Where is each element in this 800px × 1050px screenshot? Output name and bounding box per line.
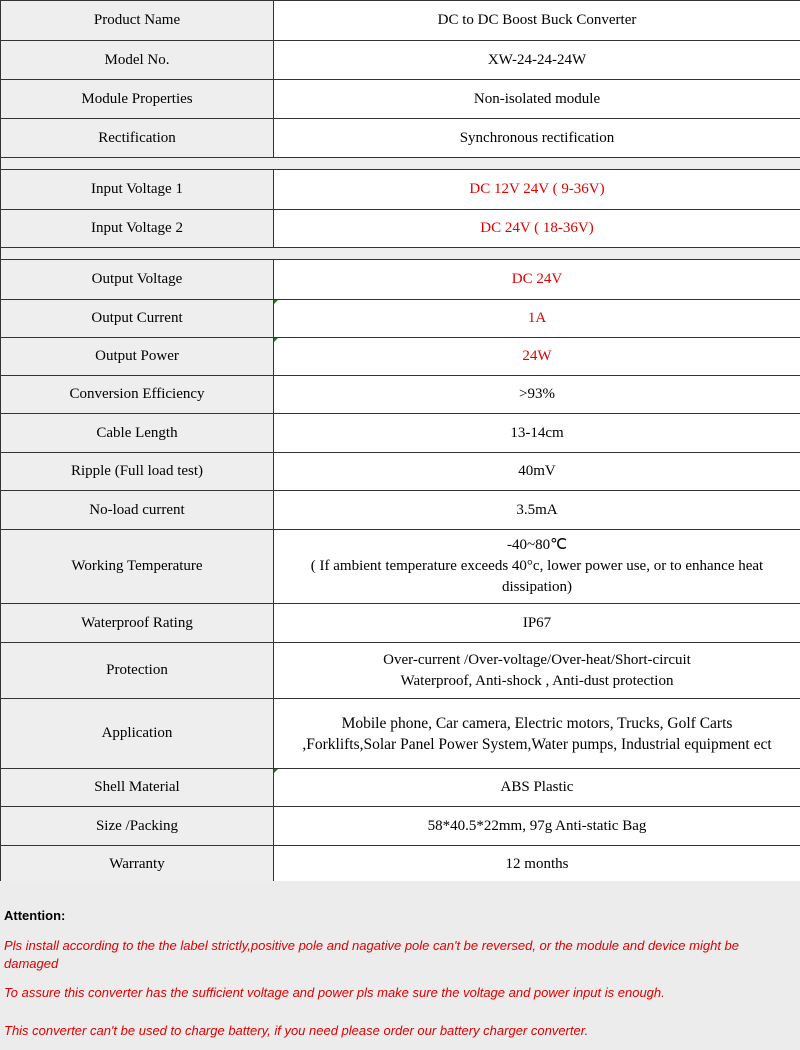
spec-value <box>274 300 800 338</box>
table-row <box>1 80 800 119</box>
table-row <box>1 643 800 699</box>
spec-label: Working Temperature <box>1 530 274 604</box>
spec-label: Output Current <box>1 300 274 338</box>
spec-value: >93% <box>274 376 800 414</box>
table-row <box>1 338 800 376</box>
attention-title: Attention: <box>4 908 66 923</box>
spec-label: Cable Length <box>1 414 274 453</box>
table-row <box>1 807 800 846</box>
spec-label: Ripple (Full load test) <box>1 453 274 491</box>
spec-label: Warranty <box>1 846 274 884</box>
cell-marker <box>274 769 278 773</box>
spec-value: 40mV <box>274 453 800 491</box>
spec-label: No-load current <box>1 491 274 530</box>
spec-label: Output Power <box>1 338 274 376</box>
spec-value: Synchronous rectification <box>274 119 800 158</box>
spec-value-line: ,Forklifts,Solar Panel Power System,Water pumps, Industrial equipment ect <box>302 735 772 753</box>
spec-label: Product Name <box>1 1 274 41</box>
table-row <box>1 119 800 158</box>
spec-value: DC 24V <box>274 260 800 300</box>
attention-note: To assure this converter has the sufficient voltage and power pls make sure the voltage and power input is enough. <box>4 985 665 1000</box>
spec-label: Waterproof Rating <box>1 604 274 643</box>
spec-value-line: ( If ambient temperature exceeds 40°c, lower power use, or to enhance heat dissipation) <box>310 558 764 595</box>
table-row <box>1 769 800 807</box>
spec-label: Output Voltage <box>1 260 274 300</box>
spec-value <box>274 530 800 604</box>
table-row <box>1 491 800 530</box>
cell-marker <box>274 338 278 342</box>
spec-value: DC 24V ( 18-36V) <box>274 210 800 248</box>
table-row <box>1 300 800 338</box>
cell-marker <box>274 300 278 304</box>
spec-value: 3.5mA <box>274 491 800 530</box>
table-row <box>1 604 800 643</box>
spec-value-line: Waterproof, Anti-shock , Anti-dust protection <box>400 672 674 689</box>
table-row <box>1 846 800 884</box>
spec-value-text: 1A <box>527 310 547 326</box>
table-row <box>1 453 800 491</box>
spec-value: XW-24-24-24W <box>274 41 800 80</box>
spec-value: Non-isolated module <box>274 80 800 119</box>
spec-label: Shell Material <box>1 769 274 807</box>
spec-label: Application <box>1 699 274 769</box>
spec-value <box>274 643 800 699</box>
table-row <box>1 41 800 80</box>
spec-value <box>274 338 800 376</box>
spec-value: DC to DC Boost Buck Converter <box>274 1 800 41</box>
table-row <box>1 414 800 453</box>
section-separator <box>1 248 800 260</box>
spec-value: DC 12V 24V ( 9-36V) <box>274 170 800 210</box>
spec-value-line: Over-current /Over-voltage/Over-heat/Short-circuit <box>383 651 691 668</box>
section-separator <box>1 158 800 170</box>
spec-label: Module Properties <box>1 80 274 119</box>
spec-label: Protection <box>1 643 274 699</box>
spec-value-line: Mobile phone, Car camera, Electric motors, Trucks, Golf Carts <box>341 714 733 732</box>
spec-value-text: 24W <box>522 348 552 364</box>
attention-panel <box>0 881 800 1050</box>
table-row <box>1 376 800 414</box>
spec-label: Size /Packing <box>1 807 274 846</box>
spec-value <box>274 769 800 807</box>
table-row <box>1 170 800 210</box>
spec-value: IP67 <box>274 604 800 643</box>
spec-label: Input Voltage 2 <box>1 210 274 248</box>
table-row <box>1 530 800 604</box>
spec-label: Input Voltage 1 <box>1 170 274 210</box>
attention-note: Pls install according to the the label strictly,positive pole and nagative pole can't be reversed, or the module and device might be damaged <box>4 938 740 971</box>
table-row <box>1 260 800 300</box>
table-row <box>1 699 800 769</box>
table-row <box>1 210 800 248</box>
spec-value: 13-14cm <box>274 414 800 453</box>
spec-value: 12 months <box>274 846 800 884</box>
spec-value-text: ABS Plastic <box>500 779 574 795</box>
attention-note: This converter can't be used to charge battery, if you need please order our battery charger converter. <box>4 1023 589 1038</box>
spec-value: 58*40.5*22mm, 97g Anti-static Bag <box>274 807 800 846</box>
spec-label: Conversion Efficiency <box>1 376 274 414</box>
spec-label: Model No. <box>1 41 274 80</box>
spec-value-line: -40~80℃ <box>507 537 567 553</box>
spec-value <box>274 699 800 769</box>
spec-label: Rectification <box>1 119 274 158</box>
table-row <box>1 1 800 41</box>
